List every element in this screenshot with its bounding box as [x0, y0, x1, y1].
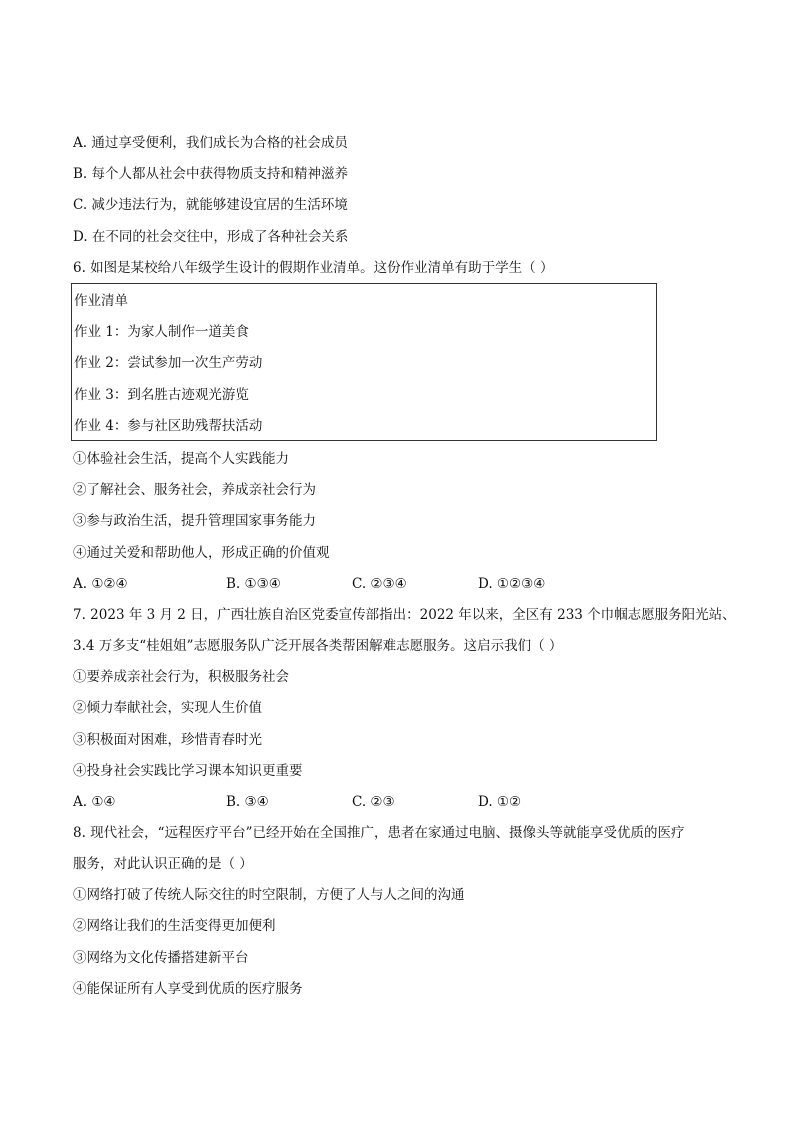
- q7-choice-b: B. ③④: [226, 794, 269, 810]
- q6-statement-4: ④通过关爱和帮助他人，形成正确的价值观: [73, 545, 330, 561]
- homework-list-title: 作业清单: [74, 293, 128, 309]
- homework-item-2: 作业 2：尝试参加一次生产劳动: [74, 355, 263, 371]
- q8-stem-line-1: 8. 现代社会，“远程医疗平台”已经开始在全国推广，患者在家通过电脑、摄像头等就能享受优质的医疗: [73, 825, 685, 841]
- homework-item-1: 作业 1：为家人制作一道美食: [74, 324, 249, 340]
- q8-statement-3: ③网络为文化传播搭建新平台: [73, 950, 249, 966]
- q5-option-a: A. 通过享受便利，我们成长为合格的社会成员: [73, 135, 348, 151]
- homework-item-4: 作业 4：参与社区助残帮扶活动: [74, 418, 263, 434]
- q8-stem-line-2: 服务，对此认识正确的是（ ）: [73, 856, 253, 872]
- q5-option-b: B. 每个人都从社会中获得物质支持和精神滋养: [73, 166, 349, 182]
- q6-statement-3: ③参与政治生活，提升管理国家事务能力: [73, 513, 316, 529]
- q8-statement-4: ④能保证所有人享受到优质的医疗服务: [73, 981, 303, 997]
- q6-statement-2: ②了解社会、服务社会，养成亲社会行为: [73, 482, 316, 498]
- q7-statement-4: ④投身社会实践比学习课本知识更重要: [73, 763, 303, 779]
- q7-statement-1: ①要养成亲社会行为，积极服务社会: [73, 669, 289, 685]
- q6-choice-d: D. ①②③④: [478, 576, 546, 592]
- q7-statement-2: ②倾力奉献社会，实现人生价值: [73, 700, 262, 716]
- q6-choice-c: C. ②③④: [352, 576, 407, 592]
- homework-list-box: [71, 283, 657, 441]
- q7-choice-d: D. ①②: [478, 794, 522, 810]
- q5-option-c: C. 减少违法行为，就能够建设宜居的生活环境: [73, 197, 348, 213]
- q7-statement-3: ③积极面对困难，珍惜青春时光: [73, 732, 262, 748]
- q7-stem-line-2: 3.4 万多支“桂姐姐”志愿服务队广泛开展各类帮困解难志愿服务。这启示我们（ ）: [73, 638, 563, 654]
- q5-option-d: D. 在不同的社会交往中，形成了各种社会关系: [73, 229, 349, 245]
- q6-statement-1: ①体验社会生活，提高个人实践能力: [73, 451, 289, 467]
- q8-statement-2: ②网络让我们的生活变得更加便利: [73, 918, 276, 934]
- q7-choice-a: A. ①④: [73, 794, 116, 810]
- q8-statement-1: ①网络打破了传统人际交往的时空限制，方便了人与人之间的沟通: [73, 887, 465, 903]
- q6-choice-b: B. ①③④: [226, 576, 281, 592]
- q6-choice-a: A. ①②④: [73, 576, 128, 592]
- q7-stem-line-1: 7. 2023 年 3 月 2 日，广西壮族自治区党委宣传部指出：2022 年以来，全区有 233 个巾帼志愿服务阳光站、: [73, 607, 736, 623]
- homework-item-3: 作业 3：到名胜古迹观光游览: [74, 387, 249, 403]
- q7-choice-c: C. ②③: [352, 794, 395, 810]
- q6-stem: 6. 如图是某校给八年级学生设计的假期作业清单。这份作业清单有助于学生（ ）: [73, 260, 554, 276]
